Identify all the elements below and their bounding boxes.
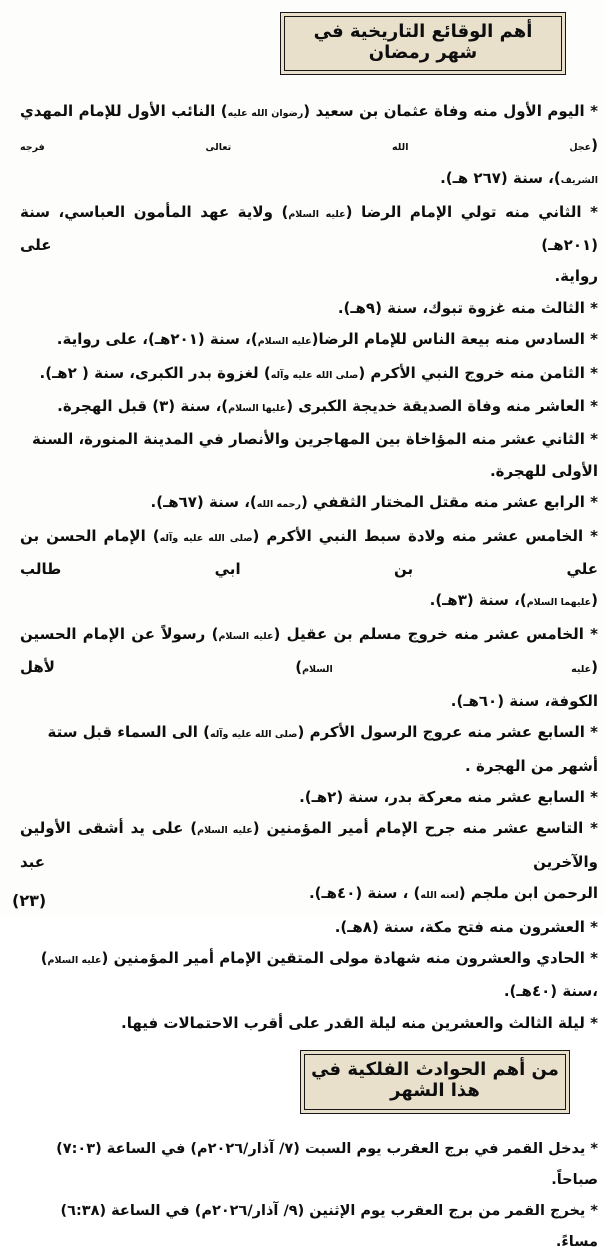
event-text: ) ، سنة (٤٠هـ). [308,884,421,903]
event-text: * يدخل القمر في برج العقرب يوم السبت (٧/ آذار/٢٠٢٦م) في الساعة (٧:٠٣) صباحاً. [56,1140,598,1188]
event-line [20,293,598,324]
honorific-text: عجل الله تعالى فرجه [20,141,592,153]
history-section-title: أهم الوقائع التاريخية في شهر رمضان [284,16,562,71]
event-text: * الثالث منه غزوة تبوك، سنة (٩هـ). [337,298,598,317]
event-line [20,424,598,487]
event-line [20,1134,598,1196]
event-text: * العشرون منه فتح مكة، سنة (٨هـ). [334,917,598,936]
event-line [20,197,598,262]
event-line [20,1008,598,1039]
event-text: ) الإمام الحسن بن علي بن ابي طالب [20,526,598,579]
honorific-text: الشريف [560,175,598,187]
history-events-list [20,96,598,1039]
event-line [20,813,598,878]
event-text: * الثاني منه تولي الإمام الرضا ( [345,202,598,221]
honorific-text: عليه السلام [288,208,346,220]
event-text: * السابع عشر منه عروج الرسول الأكرم ( [297,723,598,742]
event-text: الرحمن ابن ملجم ( [458,884,598,903]
astronomy-section-title-box [300,1050,570,1113]
event-text: ( [591,591,598,610]
honorific-text: صلى الله عليه وآله [159,532,253,544]
event-text: ) على يد أشقى الأولين والآخرين عبد [20,819,598,871]
honorific-text: عليه السلام [47,954,102,966]
event-line [20,96,598,163]
event-line [20,878,598,911]
event-line [20,686,598,717]
event-text: رواية. [554,267,598,286]
event-line [20,717,598,782]
event-line [20,324,598,357]
event-text: * الثاني عشر منه المؤاخاة بين المهاجرين والأنصار في المدينة المنورة، السنة الأولى للهجرة. [31,430,598,480]
event-text: )، سنة (٢٠١هـ)، على رواية. [56,330,258,349]
event-line [20,487,598,520]
event-text: * ليلة الثالث والعشرين منه ليلة القدر على أقرب الاحتمالات فيها. [121,1013,598,1032]
event-text: ) ولاية عهد المأمون العباسي، سنة (٢٠١هـ) على [20,202,598,254]
honorific-text: عليه السلام [257,336,312,348]
event-text: )، سنة (٦٧هـ). [150,493,257,512]
event-line [20,619,598,686]
honorific-text: عليه السلام [302,664,592,676]
event-text: * السادس منه بيعة الناس للإمام الرضا( [311,330,598,349]
event-line [20,585,598,618]
honorific-text: عليه السلام [197,825,253,837]
honorific-text: صلى الله عليه وآله [209,729,298,741]
event-line [20,163,598,196]
event-line [20,943,598,1008]
honorific-text: عليهما السلام [526,597,592,609]
event-text: ) لغزوة بدر الكبرى، سنة ( ٢هـ). [39,363,271,382]
event-text: * العاشر منه وفاة الصديقة خديجة الكبرى ( [286,397,598,416]
event-text: * التاسع عشر منه جرح الإمام أمير المؤمنين ( [252,819,598,838]
honorific-text: رضوان الله عليه [227,108,304,120]
event-text: ) الى السماء قبل ستة أشهر من الهجرة . [47,723,598,775]
event-text: * اليوم الأول منه وفاة عثمان بن سعيد ( [303,102,598,121]
event-line [20,782,598,813]
astronomy-section-title: من أهم الحوادث الفلكية في هذا الشهر [304,1054,566,1109]
page-number: (٢٣) [12,891,47,910]
event-text: )، سنة (٣هـ). [429,591,527,610]
event-text: * الثامن منه خروج النبي الأكرم ( [358,363,598,382]
astronomy-events-list [20,1134,598,1258]
event-text: * الرابع عشر منه مقتل المختار الثقفي ( [300,493,598,512]
event-line [20,358,598,391]
honorific-text: عليها السلام [228,403,287,415]
event-text: * يخرج القمر من برج العقرب يوم الإثنين (٩/ آذار/٢٠٢٦م) في الساعة (٦:٣٨) مساءً. [60,1202,598,1250]
honorific-text: عليه السلام [218,630,274,642]
event-text: ) ،سنة (٤٠هـ). [40,948,598,1001]
event-text: ) النائب الأول للإمام المهدي ( [20,102,598,154]
event-line [20,912,598,943]
event-text: ) لأهل [20,658,303,677]
history-section-title-box [280,12,566,75]
event-text: * الخامس عشر منه ولادة سبط النبي الأكرم ( [252,526,598,545]
event-text: * الخامس عشر منه خروج مسلم بن عقيل ( [273,624,598,643]
event-text: )، سنة (٢٦٧ هـ). [440,169,561,188]
event-line [20,521,598,586]
event-text: )، سنة (٣) قبل الهجرة. [57,397,229,416]
event-text: الكوفة، سنة (٦٠هـ). [450,691,598,710]
event-line [20,391,598,424]
event-line [20,1196,598,1258]
event-text: ) رسولاً عن الإمام الحسين ( [20,624,598,677]
event-text: * السابع عشر منه معركة بدر، سنة (٢هـ). [299,787,598,806]
honorific-text: رحمه الله [256,499,301,511]
event-line [20,261,598,292]
honorific-text: صلى الله عليه وآله [270,369,359,381]
honorific-text: لعنه الله [420,890,459,902]
event-text: * الحادي والعشرون منه شهادة مولى المتقين الإمام أمير المؤمنين ( [101,948,598,967]
